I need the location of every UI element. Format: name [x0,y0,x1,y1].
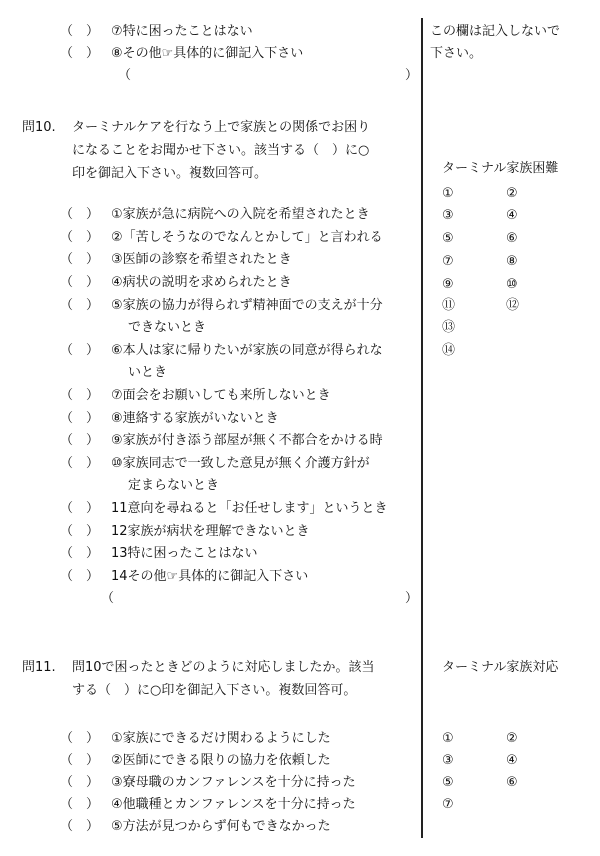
code-11: ⑪ [442,298,456,313]
code-1: ① [442,731,454,746]
code-4: ④ [506,208,518,223]
q10-line: になることをお聞かせ下さい。該当する（ ）に○ [72,143,370,158]
option-text: ⑤方法が見つからず何もできなかった [111,819,331,834]
answer-paren[interactable]: （ ） [60,819,100,834]
option-text: ③寮母職のカンファレンスを十分に持った [111,775,356,790]
answer-paren[interactable]: （ ） [60,797,100,812]
code-1: ① [442,186,454,201]
option-text-cont: できないとき [128,320,207,335]
answer-paren[interactable]: （ ） [60,524,100,539]
code-3: ③ [442,753,454,768]
option-text: ⑧連絡する家族がいないとき [111,411,279,426]
answer-paren[interactable]: （ ） [60,343,100,358]
answer-paren[interactable]: （ ） [60,207,100,222]
answer-paren[interactable]: （ ） [60,411,100,426]
answer-paren[interactable]: （ ） [60,388,100,403]
blank-close: ） [405,68,419,83]
code-7: ⑦ [442,797,454,812]
code-2: ② [506,731,518,746]
option-text: ⑥本人は家に帰りたいが家族の同意が得られな [111,343,383,358]
option-text: ④他職種とカンファレンスを十分に持った [111,797,356,812]
option-text: ⑦面会をお願いしても来所しないとき [111,388,331,403]
option-text: ②医師にできる限りの協力を依頼した [111,753,331,768]
code-8: ⑧ [506,254,518,269]
code-5: ⑤ [442,231,454,246]
q10-line: 印を御記入下さい。複数回答可。 [72,166,268,181]
blank-close: ） [405,591,419,606]
code-12: ⑫ [506,298,520,313]
answer-paren[interactable]: （ ） [60,230,100,245]
option-text: ⑦特に困ったことはない [111,24,253,39]
code-2: ② [506,186,518,201]
answer-paren[interactable]: （ ） [60,569,100,584]
answer-paren[interactable]: （ ） [60,275,100,290]
code-3: ③ [442,208,454,223]
code-6: ⑥ [506,775,518,790]
option-text: ⑩家族同志で一致した意見が無く介護方針が [111,456,370,471]
option-text: ⑨家族が付き添う部屋が無く不都合をかける時 [111,433,383,448]
answer-paren[interactable]: （ ） [60,775,100,790]
code-4: ④ [506,753,518,768]
q11-line: 問10で困ったときどのように対応しましたか。該当 [72,660,375,675]
option-text: ③医師の診察を希望されたとき [111,252,292,267]
answer-paren[interactable]: （ ） [60,546,100,561]
option-text: 14その他☞具体的に御記入下さい [111,569,309,584]
code-5: ⑤ [442,775,454,790]
option-text-cont: いとき [128,365,168,380]
answer-paren[interactable]: （ ） [60,24,100,39]
option-text: 12家族が病状を理解できないとき [111,524,310,539]
column-divider [421,18,423,838]
code-9: ⑨ [442,277,454,292]
q11-line: する（ ）に○印を御記入下さい。複数回答可。 [72,683,357,698]
q10-side-title: ターミナル家族困難 [442,161,559,176]
blank-open[interactable]: （ [118,68,132,83]
option-text: ⑤家族の協力が得られず精神面での支えが十分 [111,298,383,313]
q11-label: 問11. [22,660,56,675]
note-line1: この欄は記入しないで [430,24,561,39]
q10-label: 問10. [22,120,56,135]
code-6: ⑥ [506,231,518,246]
option-text: ④病状の説明を求められたとき [111,275,292,290]
code-13: ⑬ [442,320,456,335]
option-text: 13特に困ったことはない [111,546,258,561]
code-14: ⑭ [442,343,456,358]
option-text: ②「苦しそうなのでなんとかして」と言われる [111,230,383,245]
answer-paren[interactable]: （ ） [60,501,100,516]
code-7: ⑦ [442,254,454,269]
answer-paren[interactable]: （ ） [60,46,100,61]
option-text: 11意向を尋ねると「お任せします」というとき [111,501,388,516]
answer-paren[interactable]: （ ） [60,456,100,471]
option-text: ⑧その他☞具体的に御記入下さい [111,46,304,61]
option-text-cont: 定まらないとき [128,478,220,493]
answer-paren[interactable]: （ ） [60,753,100,768]
q10-line: ターミナルケアを行なう上で家族との関係でお困り [72,120,371,135]
answer-paren[interactable]: （ ） [60,252,100,267]
code-10: ⑩ [506,277,518,292]
answer-paren[interactable]: （ ） [60,731,100,746]
blank-open[interactable]: （ [101,591,115,606]
option-text: ①家族が急に病院への入院を希望されたとき [111,207,370,222]
q11-side-title: ターミナル家族対応 [442,660,559,675]
note-line2: 下さい。 [430,46,483,61]
option-text: ①家族にできるだけ関わるようにした [111,731,331,746]
answer-paren[interactable]: （ ） [60,298,100,313]
answer-paren[interactable]: （ ） [60,433,100,448]
